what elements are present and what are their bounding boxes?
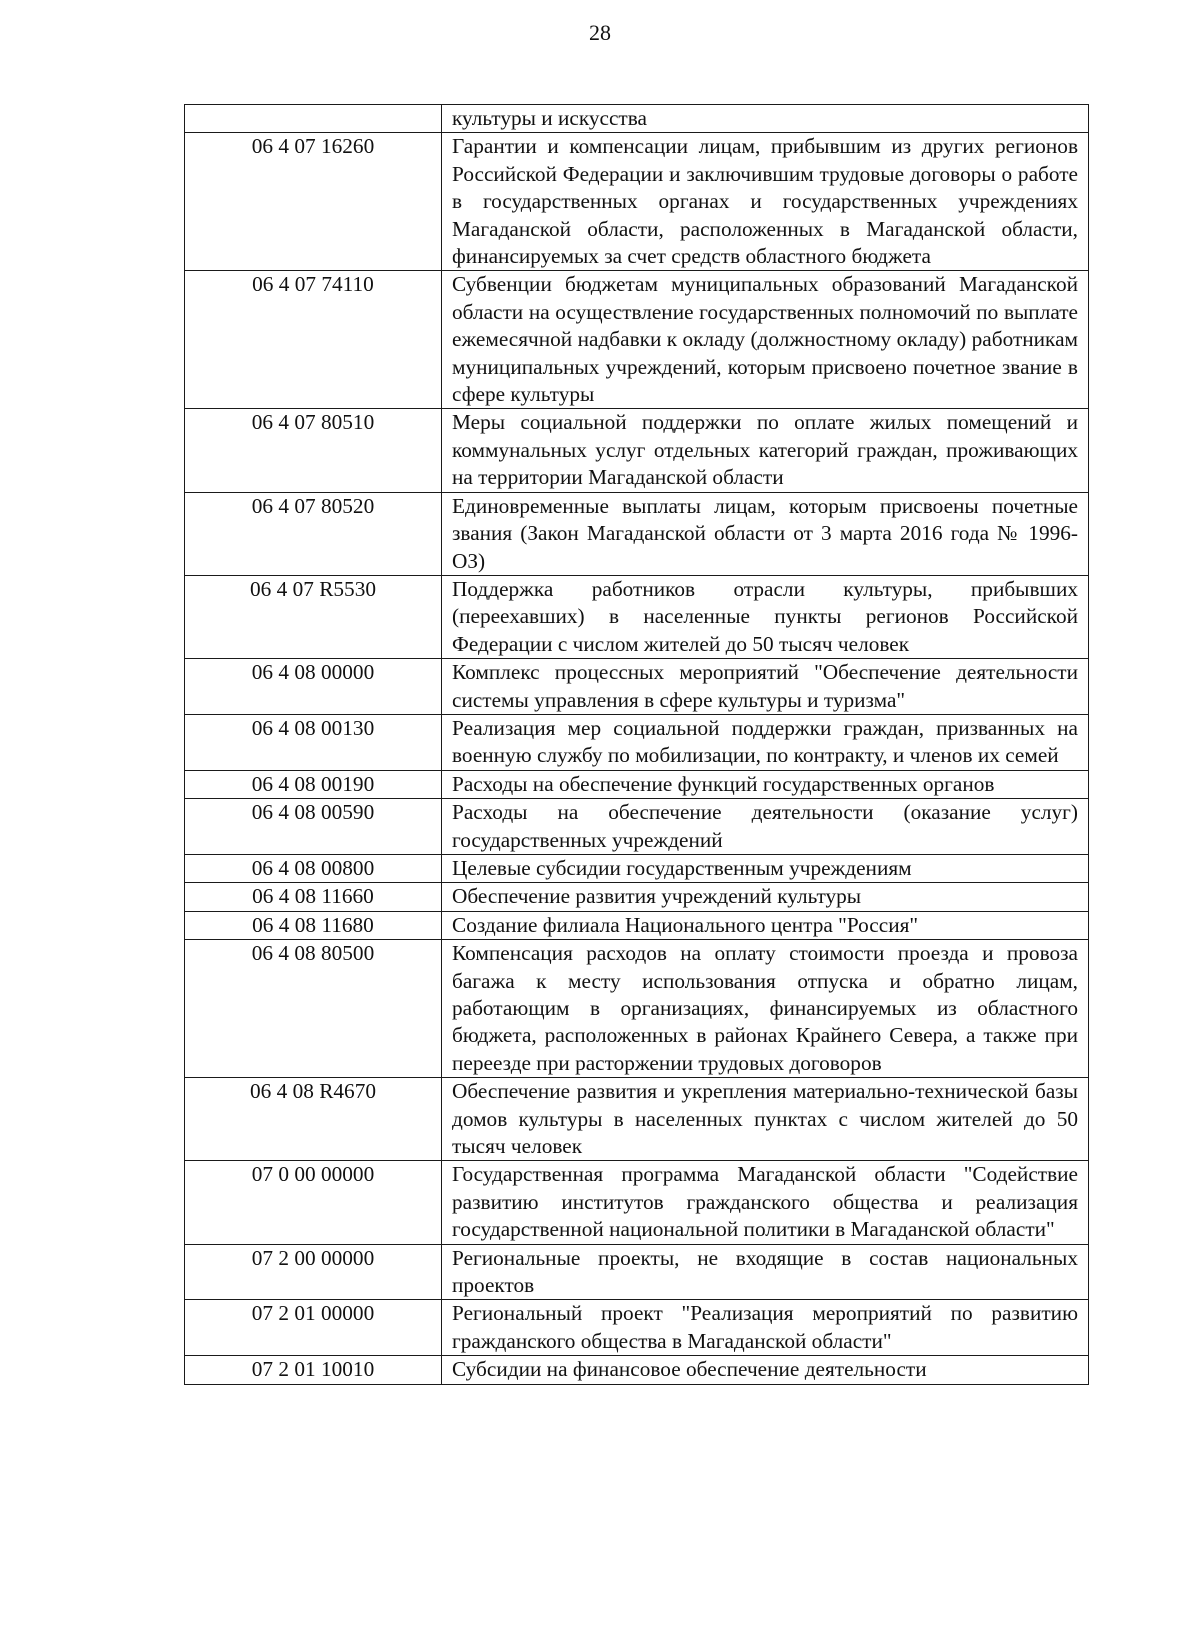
description-cell: Целевые субсидии государственным учреждениям: [442, 854, 1089, 882]
target-code-cell: 06 4 08 00130: [185, 714, 442, 770]
table-row: [185, 492, 1089, 575]
table-row: [185, 1161, 1089, 1244]
description-cell: Единовременные выплаты лицам, которым присвоены почетные звания (Закон Магаданской области от 3 марта 2016 года № 1996-ОЗ): [442, 492, 1089, 575]
table-row: [185, 133, 1089, 271]
target-code-cell: [185, 105, 442, 133]
table-row: [185, 575, 1089, 658]
target-code-cell: 06 4 07 80510: [185, 409, 442, 492]
target-code-cell: 06 4 08 00800: [185, 854, 442, 882]
table-row: [185, 1356, 1089, 1384]
table-row: [185, 659, 1089, 715]
target-code-cell: 06 4 08 80500: [185, 940, 442, 1078]
table-row: [185, 940, 1089, 1078]
table-row: [185, 271, 1089, 409]
target-code-cell: 07 2 01 10010: [185, 1356, 442, 1384]
description-cell: Региональный проект "Реализация мероприятий по развитию гражданского общества в Магаданской области": [442, 1300, 1089, 1356]
description-cell: Обеспечение развития учреждений культуры: [442, 883, 1089, 911]
target-code-cell: 06 4 08 11660: [185, 883, 442, 911]
table-body: [185, 105, 1089, 1385]
description-cell: Компенсация расходов на оплату стоимости проезда и провоза багажа к месту использования отпуска и обратно лицам, работающим в организациях, финансируемых из областного бюджета, расположенных в районах Крайнего Севера, а также при переезде при расторжении трудовых договоров: [442, 940, 1089, 1078]
target-code-cell: 07 2 01 00000: [185, 1300, 442, 1356]
page-number: 28: [589, 20, 611, 45]
target-code-cell: 06 4 08 11680: [185, 911, 442, 939]
target-code-cell: 06 4 08 R4670: [185, 1078, 442, 1161]
target-code-cell: 06 4 08 00000: [185, 659, 442, 715]
table-row: [185, 409, 1089, 492]
description-cell: Гарантии и компенсации лицам, прибывшим из других регионов Российской Федерации и заключившим трудовые договоры о работе в государственных органах и государственных учреждениях Магаданской области, расположенных в Магаданской области, финансируемых за счет средств областного бюджета: [442, 133, 1089, 271]
description-cell: культуры и искусства: [442, 105, 1089, 133]
target-code-cell: 06 4 07 74110: [185, 271, 442, 409]
table-row: [185, 1244, 1089, 1300]
target-code-cell: 06 4 08 00590: [185, 799, 442, 855]
target-code-cell: 06 4 07 16260: [185, 133, 442, 271]
table-row: [185, 799, 1089, 855]
description-cell: Реализация мер социальной поддержки граждан, призванных на военную службу по мобилизации, по контракту, и членов их семей: [442, 714, 1089, 770]
table-row: [185, 854, 1089, 882]
description-cell: Региональные проекты, не входящие в состав национальных проектов: [442, 1244, 1089, 1300]
description-cell: Меры социальной поддержки по оплате жилых помещений и коммунальных услуг отдельных категорий граждан, проживающих на территории Магаданской области: [442, 409, 1089, 492]
description-cell: Субсидии на финансовое обеспечение деятельности: [442, 1356, 1089, 1384]
table-row: [185, 1300, 1089, 1356]
budget-classification-table: [184, 104, 1089, 1385]
description-cell: Государственная программа Магаданской области "Содействие развитию институтов гражданского общества и реализация государственной национальной политики в Магаданской области": [442, 1161, 1089, 1244]
description-cell: Расходы на обеспечение функций государственных органов: [442, 770, 1089, 798]
target-code-cell: 06 4 07 R5530: [185, 575, 442, 658]
description-cell: Расходы на обеспечение деятельности (оказание услуг) государственных учреждений: [442, 799, 1089, 855]
table-row: [185, 1078, 1089, 1161]
target-code-cell: 07 2 00 00000: [185, 1244, 442, 1300]
description-cell: Создание филиала Национального центра "Россия": [442, 911, 1089, 939]
target-code-cell: 07 0 00 00000: [185, 1161, 442, 1244]
description-cell: Субвенции бюджетам муниципальных образований Магаданской области на осуществление государственных полномочий по выплате ежемесячной надбавки к окладу (должностному окладу) работникам муниципальных учреждений, которым присвоено почетное звание в сфере культуры: [442, 271, 1089, 409]
table-row: [185, 714, 1089, 770]
target-code-cell: 06 4 07 80520: [185, 492, 442, 575]
table-row: [185, 770, 1089, 798]
target-code-cell: 06 4 08 00190: [185, 770, 442, 798]
table-row: [185, 883, 1089, 911]
table-row: [185, 911, 1089, 939]
description-cell: Обеспечение развития и укрепления материально-технической базы домов культуры в населенных пунктах с числом жителей до 50 тысяч человек: [442, 1078, 1089, 1161]
description-cell: Комплекс процессных мероприятий "Обеспечение деятельности системы управления в сфере культуры и туризма": [442, 659, 1089, 715]
table-row: [185, 105, 1089, 133]
description-cell: Поддержка работников отрасли культуры, прибывших (переехавших) в населенные пункты регионов Российской Федерации с числом жителей до 50 тысяч человек: [442, 575, 1089, 658]
